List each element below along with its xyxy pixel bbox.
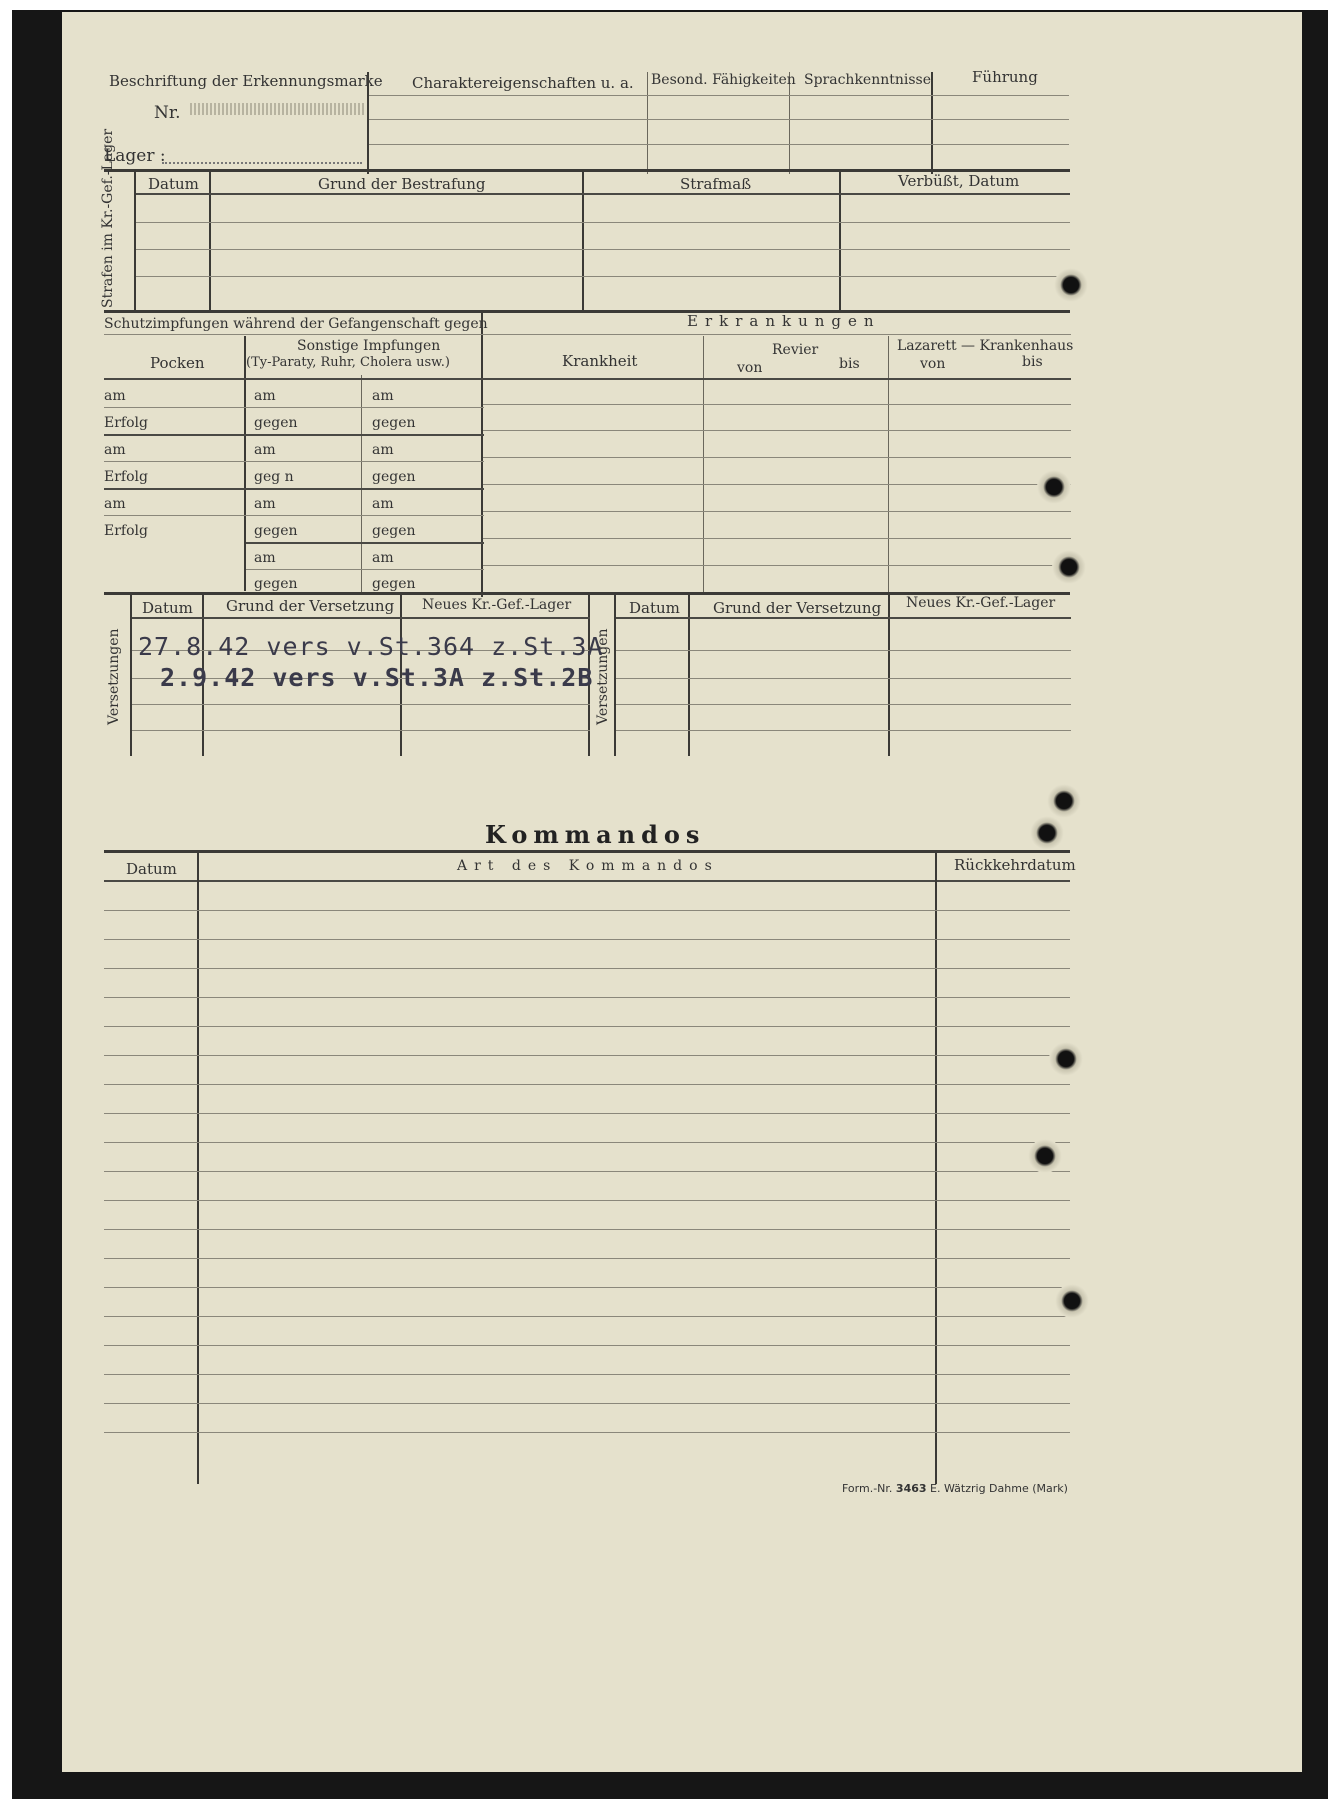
pocken-row-1: am [104, 388, 126, 404]
impf-rule-2 [104, 434, 484, 436]
lager-label: Lager : [104, 146, 166, 166]
impf-rule-3 [104, 461, 484, 462]
top-rule-3 [369, 144, 1069, 145]
kommandos-title: Kommandos [485, 820, 706, 849]
sonstige-a-row-7: am [254, 550, 276, 566]
erkr-rule-3 [483, 457, 1071, 458]
vers-left-rule-3 [132, 704, 590, 705]
kommandos-rule [104, 968, 1070, 969]
punch-hole [1054, 268, 1088, 302]
revier-divider [888, 336, 889, 593]
kommandos-top-rule [104, 850, 1070, 853]
punch-hole [1037, 470, 1071, 504]
sonstige-b-row-6: gegen [372, 523, 416, 539]
krankheit-divider [703, 336, 704, 593]
sprachen-label: Sprachkenntnisse [804, 72, 932, 88]
punch-hole [1047, 784, 1081, 818]
kommandos-rule [104, 1142, 1070, 1143]
charakter-label: Charaktereigenschaften u. a. [412, 74, 634, 92]
nr-label: Nr. [154, 103, 181, 123]
versetzungen-side-label-right: Versetzungen [595, 628, 611, 725]
kommandos-rule [104, 1171, 1070, 1172]
kommandos-rule [104, 939, 1070, 940]
punch-hole [1049, 1042, 1083, 1076]
sonstige-a-row-1: am [254, 388, 276, 404]
vers-right-rule-1 [616, 650, 1071, 651]
vers-left-header-rule [132, 617, 590, 619]
sonstige-b-row-1: am [372, 388, 394, 404]
impfungen-title: Schutzimpfungen während der Gefangenschaft gegen [104, 316, 488, 332]
form-sheet [62, 12, 1302, 1772]
top-rule-2 [369, 119, 1069, 120]
punch-hole [1052, 550, 1086, 584]
erkr-rule-1 [483, 404, 1071, 405]
vers-right-rule-4 [616, 730, 1071, 731]
kommandos-header-rule [104, 880, 1070, 882]
impf-rule-7 [246, 569, 484, 570]
kommandos-divider-2 [935, 852, 937, 1484]
top-divider-4 [931, 72, 933, 174]
strafen-header-rule [136, 193, 1070, 195]
strafen-col-datum: Datum [148, 175, 199, 193]
punch-hole [1028, 1139, 1062, 1173]
erkr-rule-6 [483, 538, 1071, 539]
top-rule-1 [369, 95, 1069, 96]
revier-label: Revier [772, 342, 819, 358]
vers-left-col-grund: Grund der Versetzung [226, 597, 395, 615]
vers-right-col-grund: Grund der Versetzung [713, 599, 882, 617]
kommandos-col-datum: Datum [126, 860, 177, 878]
kommandos-rule [104, 1316, 1070, 1317]
kommandos-col-art: Art des Kommandos [457, 858, 719, 874]
vers-left-col-datum: Datum [142, 599, 193, 617]
kommandos-rule [104, 1287, 1070, 1288]
erkr-rule-2 [483, 430, 1071, 431]
sonstige-a-row-3: am [254, 442, 276, 458]
sonstige-a-row-8: gegen [254, 576, 298, 592]
sonstige-b-row-4: gegen [372, 469, 416, 485]
versetzungen-side-label-left: Versetzungen [106, 628, 122, 725]
strafen-rule-1 [136, 222, 1070, 223]
form-footer [842, 1482, 1068, 1495]
versetzung-entry-2: 2.9.42 vers v.St.3A z.St.2B [160, 663, 594, 692]
fuehrung-label: Führung [972, 68, 1038, 86]
kommandos-rule [104, 1200, 1070, 1201]
impf-title-rule [104, 334, 484, 335]
scan-border [12, 10, 1328, 1799]
erkr-rule-7 [483, 565, 1071, 566]
punch-hole [1055, 1284, 1089, 1318]
strafen-bottom [104, 310, 1070, 313]
strafen-rule-2 [136, 249, 1070, 250]
punch-hole [1030, 816, 1064, 850]
printer-name: E. Wätzrig Dahme (Mark) [930, 1482, 1068, 1495]
lazarett-von: von [920, 356, 946, 372]
strafen-col-grund: Grund der Bestrafung [318, 175, 486, 193]
kommandos-rule [104, 1229, 1070, 1230]
pocken-row-5: am [104, 496, 126, 512]
erkr-title-rule [483, 334, 1071, 335]
kommandos-rule [104, 1084, 1070, 1085]
sonstige-b-row-7: am [372, 550, 394, 566]
pocken-row-4: Erfolg [104, 469, 148, 485]
kommandos-rule [104, 1345, 1070, 1346]
impf-header-rule [104, 378, 484, 380]
revier-von: von [737, 360, 763, 376]
sonstige-b-row-5: am [372, 496, 394, 512]
vers-left-rule-4 [132, 730, 590, 731]
vers-right-col-lager: Neues Kr.-Gef.-Lager [906, 595, 1056, 611]
erkr-header-rule [483, 378, 1071, 380]
vers-left-col-lager: Neues Kr.-Gef.-Lager [422, 597, 572, 613]
strafen-col-verbuesst: Verbüßt, Datum [898, 172, 1020, 190]
lazarett-bis: bis [1022, 354, 1043, 370]
erkr-rule-4 [483, 484, 1071, 485]
impf-rule-5 [104, 515, 484, 516]
erkr-rule-5 [483, 511, 1071, 512]
form-number: 3463 [895, 1482, 927, 1495]
strafen-side-label: Strafen im Kr.-Gef.-Lager [100, 128, 116, 308]
vers-right-header-rule [616, 617, 1071, 619]
erkrankungen-title: Erkrankungen [687, 312, 881, 330]
strafen-rule-3 [136, 276, 1070, 277]
kommandos-rule [104, 997, 1070, 998]
faehigkeiten-label: Besond. Fähigkeiten [651, 72, 796, 88]
krankheit-label: Krankheit [562, 352, 638, 370]
kommandos-rule [104, 1432, 1070, 1433]
lager-field [162, 162, 362, 164]
pocken-row-2: Erfolg [104, 415, 148, 431]
sonstige-b-row-8: gegen [372, 576, 416, 592]
revier-bis: bis [839, 356, 860, 372]
form-number-label: Form.-Nr. [842, 1482, 893, 1495]
sonstige-b-row-3: am [372, 442, 394, 458]
strafen-col-strafmass: Strafmaß [680, 175, 752, 193]
kommandos-rule [104, 910, 1070, 911]
vers-right-rule-2 [616, 678, 1071, 679]
kommandos-col-rueckkehr: Rückkehrdatum [954, 856, 1076, 874]
kommandos-rule [104, 1374, 1070, 1375]
kommandos-rule [104, 1026, 1070, 1027]
lazarett-label: Lazarett — Krankenhaus [897, 338, 1074, 354]
sonstige-a-row-6: gegen [254, 523, 298, 539]
versetzung-entry-1: 27.8.42 vers v.St.364 z.St.3A [138, 632, 604, 661]
pocken-row-6: Erfolg [104, 523, 148, 539]
kommandos-rule [104, 1258, 1070, 1259]
sonstige-label: Sonstige Impfungen [297, 338, 441, 354]
vers-right-rule-3 [616, 704, 1071, 705]
impf-rule-6 [246, 542, 484, 544]
impf-erkr-divider [481, 312, 483, 597]
sonstige-a-row-5: am [254, 496, 276, 512]
sonstige-a-row-2: gegen [254, 415, 298, 431]
vers-right-col-datum: Datum [629, 599, 680, 617]
pocken-row-3: am [104, 442, 126, 458]
sonstige-a-row-4: geg n [254, 469, 294, 485]
impf-rule-4 [104, 488, 484, 490]
impf-rule-1 [104, 407, 484, 408]
kommandos-rule [104, 1055, 1070, 1056]
sonstige-b-row-2: gegen [372, 415, 416, 431]
nr-field-pattern [190, 103, 365, 115]
erkennungsmarke-label: Beschriftung der Erkennungsmarke [109, 72, 383, 90]
top-divider-1 [367, 72, 369, 174]
kommandos-rule [104, 1403, 1070, 1404]
sonstige-sub-label: (Ty-Paraty, Ruhr, Cholera usw.) [246, 355, 450, 370]
top-divider-2 [647, 72, 648, 174]
pocken-label: Pocken [150, 354, 205, 372]
pocken-divider [244, 336, 246, 591]
kommandos-divider-1 [197, 852, 199, 1484]
kommandos-rule [104, 1113, 1070, 1114]
